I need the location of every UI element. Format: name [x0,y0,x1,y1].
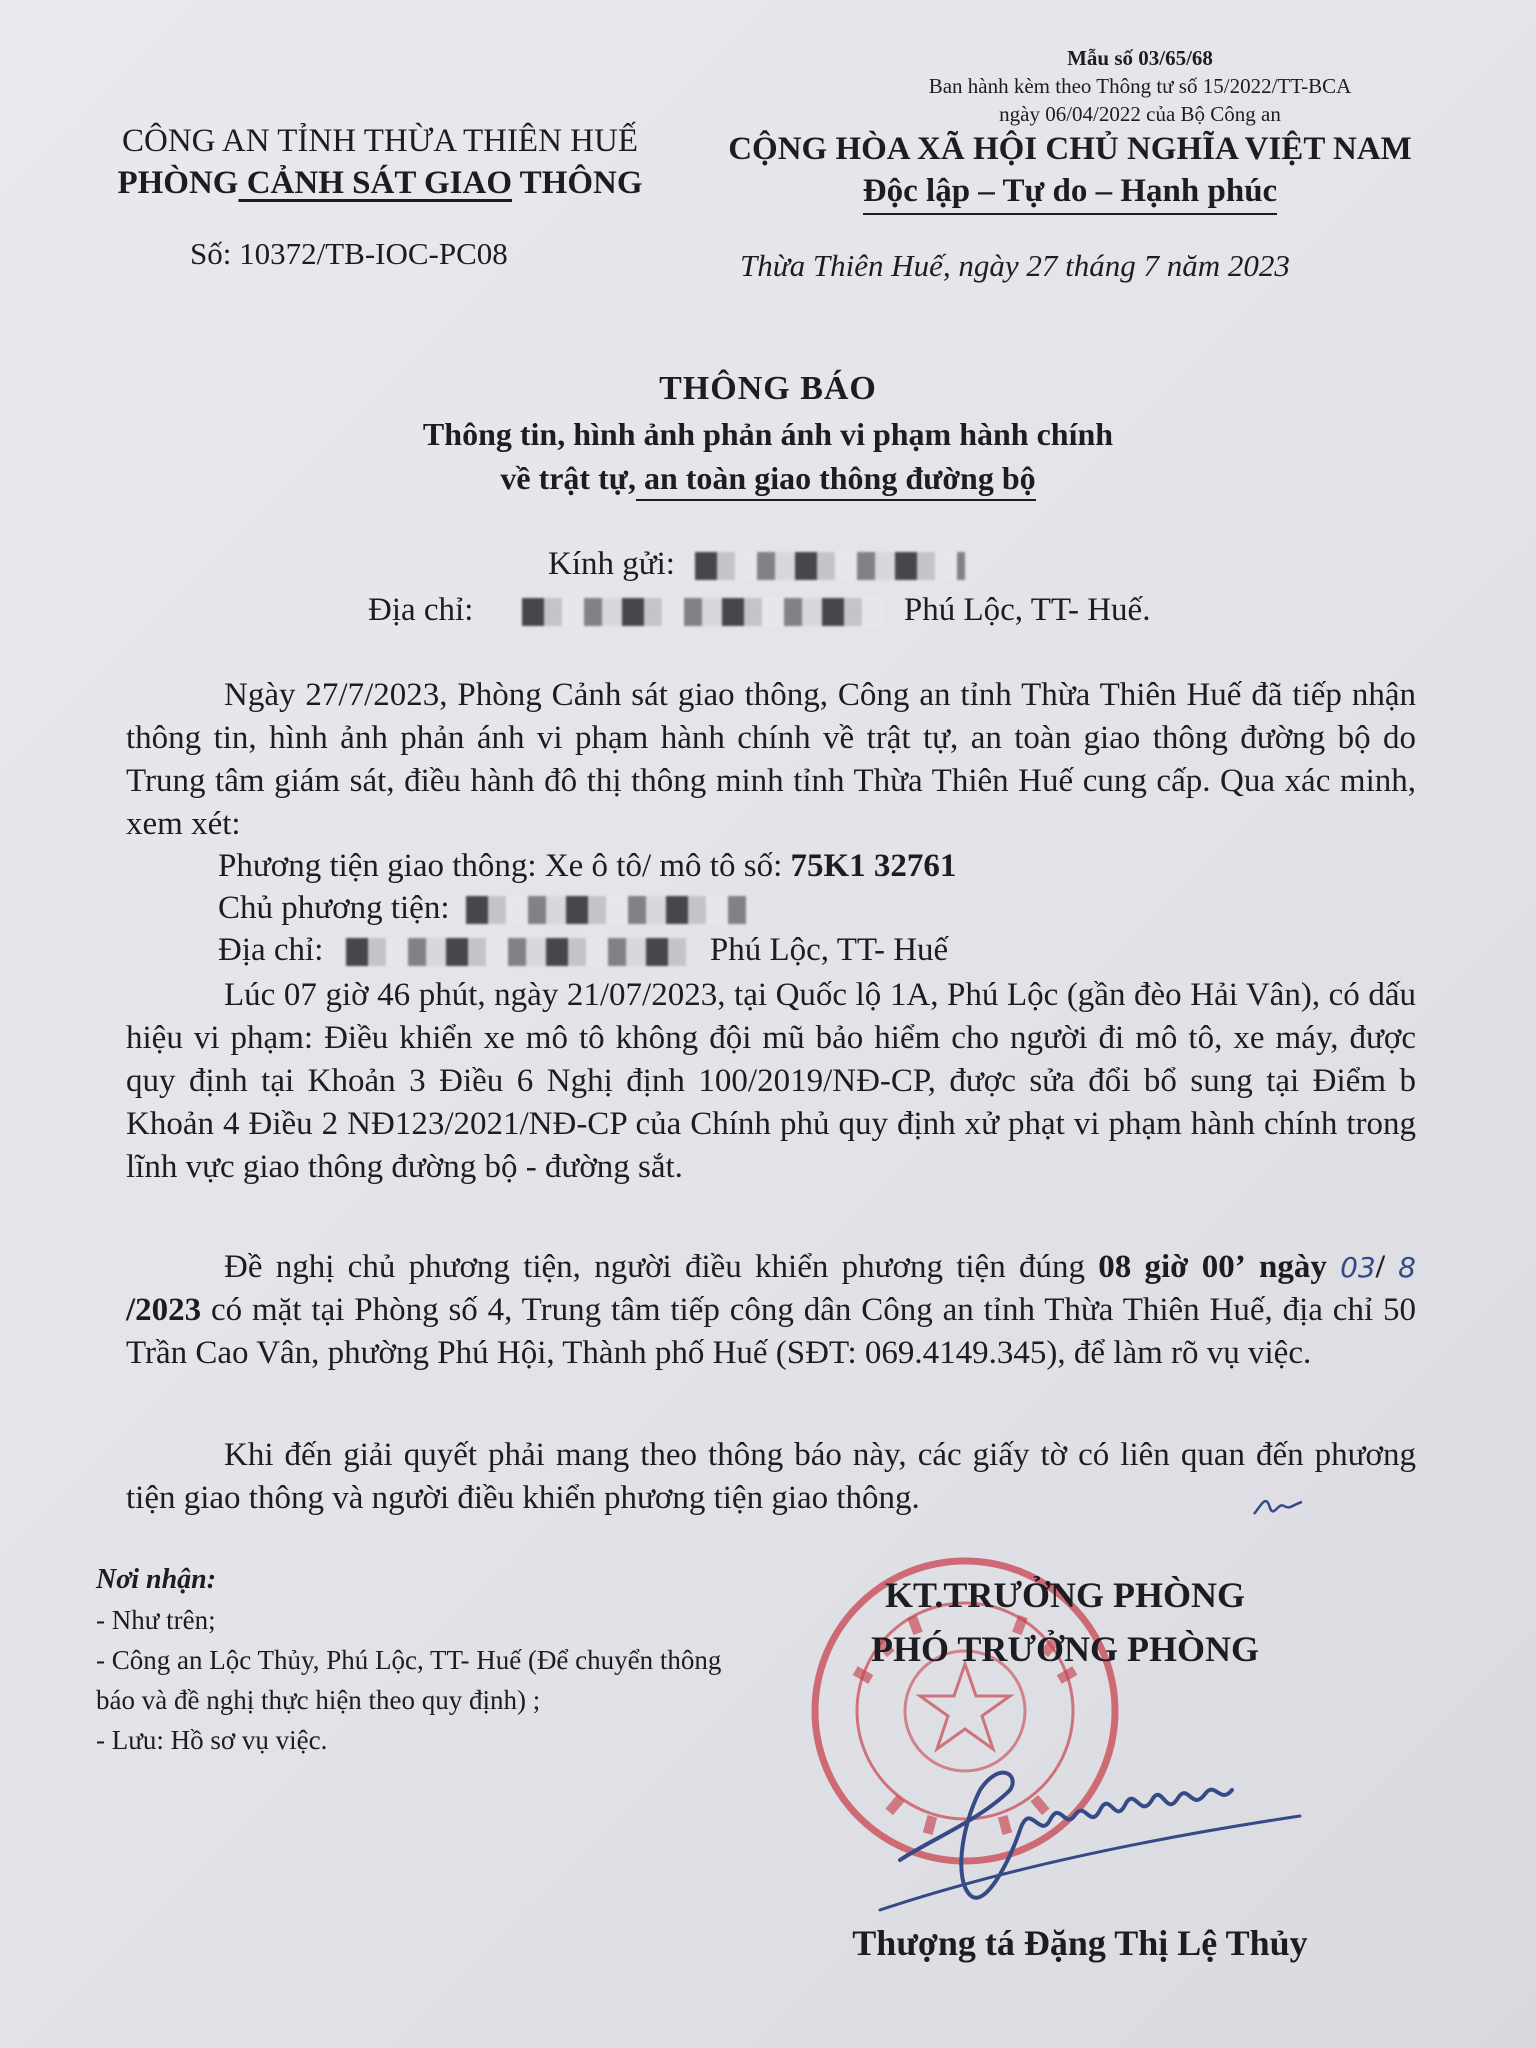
paragraph-2: Lúc 07 giờ 46 phút, ngày 21/07/2023, tại Quốc lộ 1A, Phú Lộc (gần đèo Hải Vân), có dấu hiệu vi phạm: Điều khiển xe mô tô không đội mũ bảo hiểm cho người đi mô tô, xe máy, được quy định tại Khoản 3 Điều 6 Nghị định 100/2019/NĐ-CP, được sửa đổi bổ sung tại Điểm b Khoản 4 Điều 2 NĐ123/2021/NĐ-CP của Chính phủ quy định xử phạt vi phạm hành chính trong lĩnh vực giao thông đường bộ - đường sắt. [126,977,1416,1185]
p3-year: /2023 [126,1292,202,1328]
document-number: Số: 10372/TB-IOC-PC08 [190,236,508,271]
p3-ngay: ngày [1258,1249,1327,1285]
handwritten-signature [860,1720,1340,1920]
receiver-item: - Như trên; [96,1605,216,1635]
paragraph-4: Khi đến giải quyết phải mang theo thông báo này, các giấy tờ có liên quan đến phương tiện giao thông và người điều khiển phương tiện giao thông. [126,1437,1416,1516]
receivers-heading: Nơi nhận: [96,1564,217,1595]
title-main: THÔNG BÁO [659,370,877,407]
receiver-item: - Công an Lộc Thủy, Phú Lộc, TT- Huế (Để chuyển thông báo và đề nghị thực hiện theo quy định) ; [96,1645,722,1715]
redacted-owner-name [466,896,746,924]
p3-month-handwritten: 8 [1398,1251,1416,1284]
p3-slash: / [1375,1249,1385,1285]
title-sub-1: Thông tin, hình ảnh phản ánh vi phạm hành chính [422,416,1114,452]
handwritten-initial [1248,1484,1308,1524]
paragraph-1: Ngày 27/7/2023, Phòng Cảnh sát giao thông, Công an tỉnh Thừa Thiên Huế đã tiếp nhận thông tin, hình ảnh phản ánh vi phạm hành chính về trật tự, an toàn giao thông đường bộ do Trung tâm giám sát, điều hành đô thị thông minh tỉnh Thừa Thiên Huế cung cấp. Qua xác minh, xem xét: [126,677,1416,842]
signature-title [790,1568,1340,1676]
paragraph-3 [126,1246,1416,1375]
recipient-address-tail: Phú Lộc, TT- Huế. [903,592,1151,628]
government-motto [680,170,1460,212]
p3-day-handwritten: 03 [1340,1251,1376,1284]
signature-line-2: PHÓ TRƯỞNG PHÒNG [870,1629,1259,1669]
recipient-label: Kính gửi: [548,546,675,582]
receivers-block [96,1560,726,1760]
form-info [840,44,1440,128]
vehicle-line [218,846,956,886]
dept-prefix: PHÒNG [117,165,239,201]
form-number: Mẫu số 03/65/68 [1067,46,1213,70]
government-name: CỘNG HÒA XÃ HỘI CHỦ NGHĨA VIỆT NAM [728,131,1412,167]
title-sub-2-a: về trật tự, [500,460,636,496]
receiver-item: - Lưu: Hồ sơ vụ việc. [96,1725,328,1755]
dept-underlined: CẢNH SÁT GIAO [238,165,512,201]
owner-address-line [218,930,948,970]
vehicle-plate: 75K1 32761 [790,848,957,884]
p3-text-b: có mặt tại Phòng số 4, Trung tâm tiếp công dân Công an tỉnh Thừa Thiên Huế, địa chỉ 50 Trần Cao Vân, phường Phú Hội, Thành phố Huế (SĐT: 069.4149.345), để làm rõ vụ việc. [126,1292,1416,1371]
recipient-address-label: Địa chỉ: [368,592,474,628]
agency-parent: CÔNG AN TỈNH THỪA THIÊN HUẾ [121,123,638,159]
vehicle-label: Phương tiện giao thông: Xe ô tô/ mô tô số: [218,848,783,884]
recipient-address-line [368,590,1150,630]
title-sub-2 [200,456,1336,500]
owner-label: Chủ phương tiện: [218,890,450,926]
government-header [680,128,1460,212]
p3-time: 08 giờ 00’ [1098,1249,1246,1285]
signature-line-1: KT.TRƯỞNG PHÒNG [885,1575,1245,1615]
dept-suffix: THÔNG [512,165,643,201]
document-date: Thừa Thiên Huế, ngày 27 tháng 7 năm 2023 [740,248,1290,283]
agency-department [80,162,680,204]
title-sub-2-b: an toàn giao thông đường bộ [636,460,1036,501]
owner-address-tail: Phú Lộc, TT- Huế [709,932,949,968]
form-issued-line: Ban hành kèm theo Thông tư số 15/2022/TT-BCA [928,74,1352,98]
redacted-recipient-address [522,598,882,626]
p3-text-a: Đề nghị chủ phương tiện, người điều khiển phương tiện đúng [224,1249,1099,1285]
owner-address-label: Địa chỉ: [218,932,324,968]
owner-line [218,888,746,928]
signer-name: Thượng tá Đặng Thị Lệ Thủy [852,1923,1308,1963]
redacted-owner-address [346,938,686,966]
form-issued-line-2: ngày 06/04/2022 của Bộ Công an [999,102,1281,126]
agency-header [80,120,680,204]
recipient-line [548,544,965,584]
motto-text: Độc lập – Tự do – Hạnh phúc [863,173,1277,215]
document-title [200,366,1336,500]
redacted-recipient-name [695,552,965,580]
